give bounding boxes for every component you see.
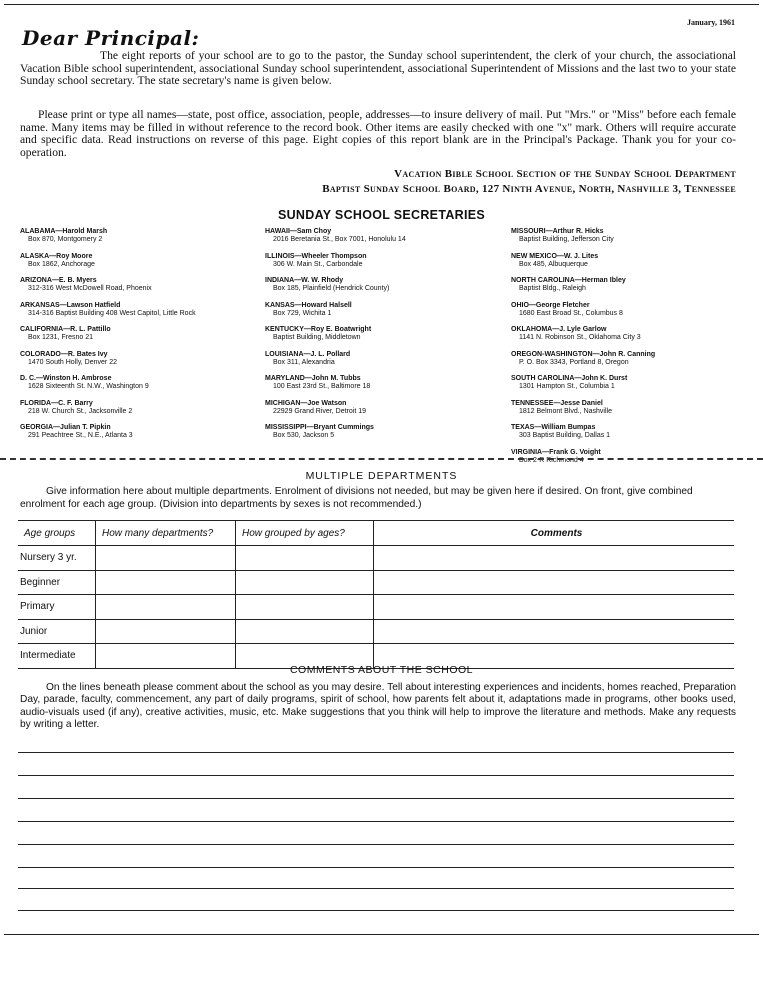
- secretary-entry: [265, 375, 505, 391]
- secretary-address: Baptist Building, Jefferson City: [519, 236, 614, 243]
- department-line-2: Baptist Sunday School Board, 127 Ninth Avenue, North, Nashville 3, Tennessee: [322, 183, 736, 195]
- secretary-entry: [20, 375, 260, 391]
- secretary-name: ALABAMA—Harold Marsh: [20, 228, 108, 235]
- secretary-entry: [20, 228, 260, 244]
- row-label: Nursery 3 yr.: [18, 546, 96, 571]
- multiple-departments-instructions: Give information here about multiple departments. Enrolment of divisions not needed, but may be given here if desired. On front, give combined enrolment for each age group. (Division into departments by sexes is not recommended.): [20, 486, 693, 510]
- secretary-address: Box 1231, Fresno 21: [28, 334, 93, 341]
- header-comments: Comments: [374, 521, 735, 546]
- secretary-entry: [511, 277, 751, 293]
- writing-line[interactable]: [18, 888, 734, 889]
- secretary-address: Box 485, Albuquerque: [519, 260, 588, 268]
- secretary-name: ARKANSAS—Lawson Hatfield: [20, 301, 121, 309]
- secretary-entry: [20, 253, 260, 269]
- secretary-address: 306 W. Main St., Carbondale: [273, 260, 363, 268]
- department-line-1: Vacation Bible School Section of the Sunday School Department: [394, 168, 736, 180]
- secretary-name: TENNESSEE—Jesse Daniel: [511, 399, 603, 407]
- secretary-address: 22929 Grand River, Detroit 19: [273, 407, 366, 415]
- secretary-name: D. C.—Winston H. Ambrose: [20, 375, 112, 382]
- writing-line[interactable]: [18, 752, 734, 753]
- multiple-departments-table: [18, 520, 734, 669]
- table-row: [18, 546, 734, 571]
- secretary-name: MISSOURI—Arthur R. Hicks: [511, 228, 604, 235]
- comments-cell[interactable]: [374, 595, 735, 620]
- secretary-entry: [20, 326, 260, 342]
- writing-line[interactable]: [18, 867, 734, 868]
- secretary-address: 1141 N. Robinson St., Oklahoma City 3: [519, 334, 641, 341]
- secretary-entry: [265, 424, 505, 440]
- comments-instructions: On the lines beneath please comment about the school as you may desire. Tell about interesting experiences and incidents, homes reached, Preparation Day, parade, faculty, commencement, any part of daily programs, spirit of school, how parents felt about it, adaptations made in programs, other books used, audio-visuals used (if any), creative activities, music, etc. Make suggestions that you think will help to improve the literature and methods. Make any requests by writing a letter.: [20, 682, 736, 731]
- secretaries-column-1: [20, 228, 260, 449]
- secretary-name: TEXAS—William Bumpas: [511, 424, 596, 431]
- secretaries-title: SUNDAY SCHOOL SECRETARIES: [277, 208, 486, 222]
- writing-line[interactable]: [18, 844, 734, 845]
- secretary-entry: [511, 424, 751, 440]
- secretary-name: MICHIGAN—Joe Watson: [265, 399, 347, 407]
- intro-paragraph-1: The eight reports of your school are to go to the pastor, the Sunday school superintendent, the clerk of your church, the associational Vacation Bible school superintendent, associational Sunday school superintendent, associational Superintendent of Missions and the last two to your state Sunday school secretary. The state secretary's name is given below.: [20, 49, 736, 88]
- secretary-entry: [511, 351, 751, 367]
- secretary-address: Box 2-R Richmond 4: [519, 456, 584, 464]
- comments-title: COMMENTS ABOUT THE SCHOOL: [289, 664, 474, 676]
- secretary-address: Box 530, Jackson 5: [273, 432, 335, 439]
- writing-line[interactable]: [18, 821, 734, 822]
- secretary-entry: [265, 351, 505, 367]
- dashed-cut-line: [0, 458, 763, 460]
- departments-cell[interactable]: [96, 595, 236, 620]
- writing-line[interactable]: [18, 910, 734, 911]
- secretary-name: OHIO—George Fletcher: [511, 301, 590, 309]
- header-age-groups: Age groups: [18, 521, 96, 546]
- secretary-entry: [20, 424, 260, 440]
- row-label: Primary: [18, 595, 96, 620]
- secretary-name: MISSISSIPPI—Bryant Cummings: [265, 424, 374, 431]
- secretary-name: MARYLAND—John M. Tubbs: [265, 375, 361, 382]
- secretary-name: ILLINOIS—Wheeler Thompson: [265, 252, 367, 260]
- salutation: Dear Principal:: [22, 26, 200, 50]
- secretary-name: KANSAS—Howard Halsell: [265, 301, 352, 309]
- secretary-entry: [511, 375, 751, 391]
- secretary-address: 1812 Belmont Blvd., Nashville: [519, 407, 612, 415]
- row-label: Beginner: [18, 570, 96, 595]
- secretary-name: ARIZONA—E. B. Myers: [20, 277, 97, 284]
- secretary-address: Box 311, Alexandria: [273, 358, 335, 366]
- departments-cell[interactable]: [96, 619, 236, 644]
- secretary-address: Baptist Building, Middletown: [273, 334, 361, 341]
- secretary-name: OKLAHOMA—J. Lyle Garlow: [511, 326, 607, 333]
- secretary-address: Baptist Bldg., Raleigh: [519, 285, 586, 292]
- secretary-address: 1680 East Broad St., Columbus 8: [519, 309, 623, 317]
- writing-line[interactable]: [18, 775, 734, 776]
- secretary-address: 303 Baptist Building, Dallas 1: [519, 432, 611, 439]
- multiple-departments-title: MULTIPLE DEPARTMENTS: [305, 470, 458, 482]
- secretary-name: SOUTH CAROLINA—John K. Durst: [511, 375, 628, 382]
- secretary-name: FLORIDA—C. F. Barry: [20, 399, 93, 407]
- secretary-entry: [511, 253, 751, 269]
- secretary-entry: [265, 253, 505, 269]
- secretary-entry: [265, 228, 505, 244]
- secretary-address: 1301 Hampton St., Columbia 1: [519, 383, 615, 390]
- grouping-cell[interactable]: [236, 595, 374, 620]
- secretary-name: NEW MEXICO—W. J. Lites: [511, 252, 599, 260]
- secretary-entry: [511, 326, 751, 342]
- secretary-name: COLORADO—R. Bates Ivy: [20, 350, 108, 358]
- secretary-name: LOUISIANA—J. L. Pollard: [265, 350, 351, 358]
- table-row: [18, 570, 734, 595]
- secretary-name: HAWAII—Sam Choy: [265, 228, 332, 235]
- secretary-address: 100 East 23rd St., Baltimore 18: [273, 383, 371, 390]
- comments-cell[interactable]: [374, 570, 735, 595]
- secretary-address: P. O. Box 3343, Portland 8, Oregon: [519, 358, 629, 366]
- secretary-address: 2016 Beretania St., Box 7001, Honolulu 14: [273, 236, 406, 243]
- secretary-entry: [265, 277, 505, 293]
- intro-paragraph-2: Please print or type all names—state, post office, association, people, addresses—to insure delivery of mail. Put "Mrs." or "Miss" before each female name. Many items may be filled in without reference to the record book. Other items are easily checked with one "x" mark. Others will require accurate and specific data. Read instructions on reverse of this page. Eight copies of this report blank are in the Principal's Package. Thank you for your co-operation.: [20, 108, 736, 159]
- secretaries-column-2: [265, 228, 505, 449]
- row-label: Intermediate: [18, 644, 96, 669]
- departments-cell[interactable]: [96, 570, 236, 595]
- grouping-cell[interactable]: [236, 546, 374, 571]
- table-header-row: [18, 521, 734, 546]
- departments-cell[interactable]: [96, 546, 236, 571]
- secretary-entry: [265, 400, 505, 416]
- grouping-cell[interactable]: [236, 570, 374, 595]
- secretary-entry: [511, 302, 751, 318]
- secretary-entry: [20, 277, 260, 293]
- secretary-name: INDIANA—W. W. Rhody: [265, 277, 344, 284]
- header-how-grouped: How grouped by ages?: [236, 521, 374, 546]
- header-how-many: How many departments?: [96, 521, 236, 546]
- secretary-name: KENTUCKY—Roy E. Boatwright: [265, 326, 372, 333]
- date: January, 1961: [686, 18, 735, 27]
- secretary-entry: [20, 400, 260, 416]
- writing-line[interactable]: [18, 798, 734, 799]
- table-body: [18, 546, 734, 669]
- secretary-entry: [511, 228, 751, 244]
- top-rule: [4, 4, 759, 5]
- secretary-address: 218 W. Church St., Jacksonville 2: [28, 407, 133, 415]
- comments-cell[interactable]: [374, 619, 735, 644]
- secretary-address: 314-316 Baptist Building 408 West Capitol, Little Rock: [28, 309, 196, 317]
- comments-cell[interactable]: [374, 546, 735, 571]
- secretary-entry: [265, 326, 505, 342]
- secretary-address: 291 Peachtree St., N.E., Atlanta 3: [28, 432, 133, 439]
- secretary-address: Box 729, Wichita 1: [273, 309, 332, 317]
- secretaries-column-3: [511, 228, 751, 473]
- secretary-entry: [20, 302, 260, 318]
- secretary-address: Box 870, Montgomery 2: [28, 236, 103, 243]
- secretary-entry: [20, 351, 260, 367]
- secretary-name: GEORGIA—Julian T. Pipkin: [20, 424, 111, 431]
- row-label: Junior: [18, 619, 96, 644]
- secretary-name: CALIFORNIA—R. L. Pattillo: [20, 326, 111, 333]
- secretary-entry: [511, 449, 751, 465]
- secretary-address: 312-316 West McDowell Road, Phoenix: [28, 285, 152, 292]
- secretary-address: Box 1862, Anchorage: [28, 260, 95, 268]
- secretary-name: ALASKA—Roy Moore: [20, 252, 93, 260]
- grouping-cell[interactable]: [236, 619, 374, 644]
- table-row: [18, 595, 734, 620]
- secretary-address: 1470 South Holly, Denver 22: [28, 358, 117, 366]
- secretary-name: VIRGINIA—Frank G. Voight: [511, 448, 601, 456]
- secretary-name: OREGON-WASHINGTON—John R. Canning: [511, 350, 656, 358]
- secretary-entry: [511, 400, 751, 416]
- secretary-name: NORTH CAROLINA—Herman Ibley: [511, 277, 626, 284]
- secretary-address: Box 185, Plainfield (Hendrick County): [273, 285, 390, 292]
- bottom-rule: [4, 934, 759, 935]
- table-row: [18, 619, 734, 644]
- secretary-entry: [265, 302, 505, 318]
- secretary-address: 1628 Sixteenth St. N.W., Washington 9: [28, 383, 149, 390]
